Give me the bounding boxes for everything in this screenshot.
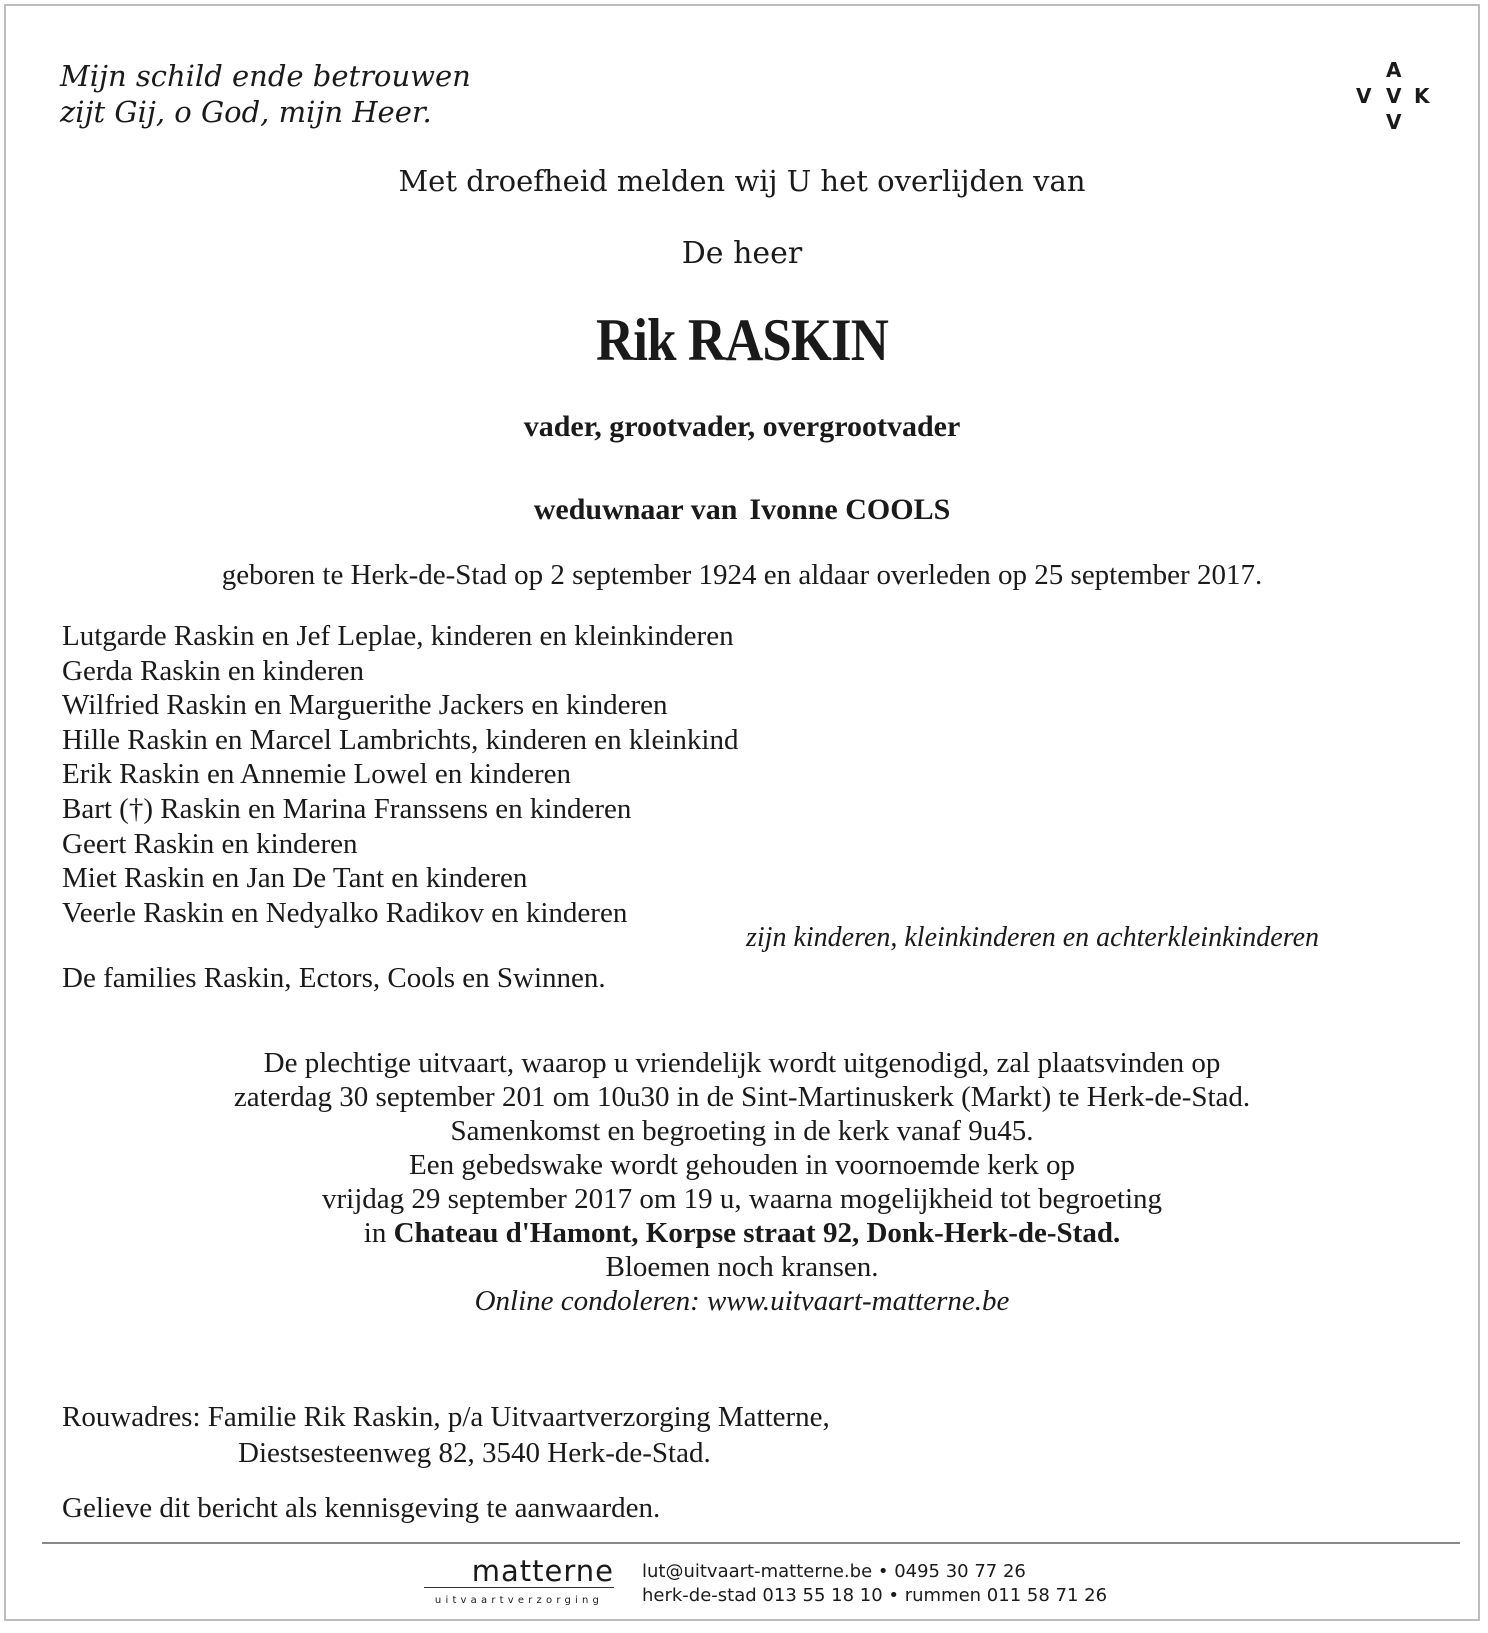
- funeral-line-3: Samenkomst en begroeting in de kerk vanaf 9u45.: [450, 1115, 1034, 1147]
- deceased-name: Rik RASKIN: [596, 307, 888, 373]
- spouse-name: Ivonne COOLS: [749, 493, 951, 526]
- address-line-1: Rouwadres: Familie Rik Raskin, p/a Uitvaartverzorging Matterne,: [62, 1401, 830, 1433]
- funeral-line-6: [6, 1216, 1478, 1250]
- mourning-address: [62, 1399, 830, 1471]
- announcement-intro: Met droefheid melden wij U het overlijden van: [398, 164, 1086, 198]
- deceased-role: vader, grootvader, overgrootvader: [523, 410, 961, 443]
- family-member: Wilfried Raskin en Marguerithe Jackers en kinderen: [62, 689, 668, 722]
- logo-underline: [424, 1587, 614, 1588]
- family-member: Veerle Raskin en Nedyalko Radikov en kinderen: [62, 896, 628, 929]
- contact-line-1: lut@uitvaart-matterne.be • 0495 30 77 26: [642, 1561, 1026, 1582]
- funeral-line-4: Een gebedswake wordt gehouden in voornoemde kerk op: [409, 1149, 1075, 1181]
- family-member: Miet Raskin en Jan De Tant en kinderen: [62, 862, 528, 895]
- family-member: Hille Raskin en Marcel Lambrichts, kinderen en kleinkind: [62, 723, 739, 756]
- family-caption: zijn kinderen, kleinkinderen en achterkleinkinderen: [746, 922, 1320, 953]
- address-line-2: Diestsesteenweg 82, 3540 Herk-de-Stad.: [238, 1437, 711, 1469]
- family-list: [62, 619, 738, 930]
- motto-line-1: Mijn schild ende betrouwen: [60, 59, 471, 93]
- funeral-location: Chateau d'Hamont, Korpse straat 92, Donk-Herk-de-Stad.: [393, 1217, 1121, 1249]
- footer-divider: [42, 1542, 1460, 1544]
- widower-label: weduwnaar van: [533, 493, 738, 526]
- obituary-notice: [4, 4, 1480, 1621]
- emblem-letter-middle: V: [1386, 84, 1402, 108]
- family-member: Geert Raskin en kinderen: [62, 827, 358, 860]
- funeral-location-prefix: in: [363, 1217, 387, 1249]
- family-member: Erik Raskin en Annemie Lowel en kinderen: [62, 758, 571, 791]
- funeral-line-2: zaterdag 30 september 201 om 10u30 in de Sint-Martinuskerk (Markt) te Herk-de-Stad.: [233, 1081, 1251, 1113]
- emblem-letter-bottom: V: [1386, 110, 1402, 134]
- emblem-letter-top: A: [1386, 58, 1402, 82]
- footer-contact: [642, 1560, 1107, 1608]
- emblem-letter-left: V: [1356, 84, 1372, 108]
- motto-line-2: zijt Gij, o God, mijn Heer.: [60, 95, 432, 129]
- emblem-letter-right: K: [1414, 84, 1430, 108]
- contact-line-2: herk-de-stad 013 55 18 10 • rummen 011 58 71 26: [642, 1585, 1108, 1606]
- motto: [60, 58, 480, 130]
- funeral-details: [6, 1046, 1478, 1318]
- online-condolence-link[interactable]: Online condoleren: www.uitvaart-matterne.be: [474, 1285, 1010, 1317]
- birth-death-line: geboren te Herk-de-Stad op 2 september 1924 en aldaar overleden op 25 september 2017.: [221, 559, 1263, 591]
- family-member: Gerda Raskin en kinderen: [62, 654, 364, 687]
- funeral-line-7: Bloemen noch kransen.: [605, 1251, 879, 1283]
- family-member: Lutgarde Raskin en Jef Leplae, kinderen en kleinkinderen: [62, 620, 734, 652]
- closing-note: Gelieve dit bericht als kennisgeving te aanwaarden.: [62, 1492, 661, 1524]
- funeral-line-1: De plechtige uitvaart, waarop u vriendelijk wordt uitgenodigd, zal plaatsvinden op: [263, 1047, 1221, 1079]
- funeral-line-5: vrijdag 29 september 2017 om 19 u, waarna mogelijkheid tot begroeting: [322, 1183, 1162, 1215]
- widower-line: [6, 493, 1478, 527]
- families-line: De families Raskin, Ectors, Cools en Swinnen.: [62, 962, 606, 994]
- logo-subtitle: uitvaartverzorging: [434, 1595, 604, 1606]
- matterne-logo: [424, 1554, 614, 1606]
- deceased-title: De heer: [681, 236, 803, 271]
- logo-wordmark: matterne: [471, 1554, 614, 1588]
- family-member: Bart (†) Raskin en Marina Franssens en kinderen: [62, 792, 632, 825]
